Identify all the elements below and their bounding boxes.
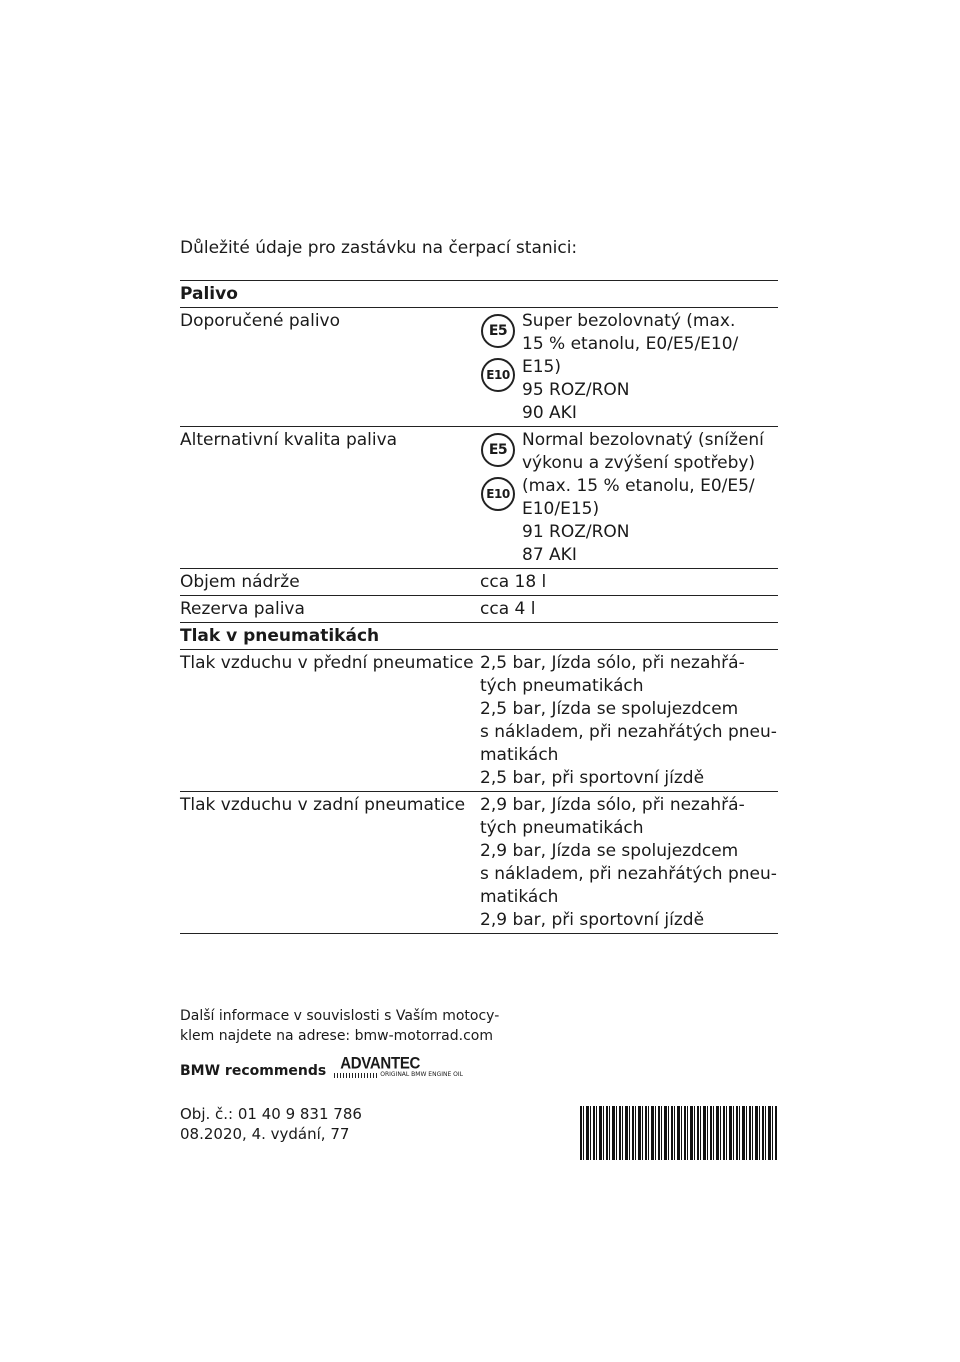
reserve-label: Rezerva paliva [180,599,305,619]
e5-badge-icon: E5 [481,314,515,348]
value-line: Super bezolovnatý (max. [522,311,736,331]
more-info-text [180,1006,499,1046]
value-line: 2,9 bar, Jízda se spolujezdcem [480,841,739,861]
info-line: Další informace v souvislosti s Vaším motocy- [180,1008,500,1024]
recommended-fuel-label: Doporučené palivo [180,311,341,331]
advantec-logo [334,1056,463,1079]
alternative-fuel-label: Alternativní kvalita paliva [180,430,398,450]
value-line: s nákladem, při nezahřátých pneu- [480,722,777,742]
logo-stripes [334,1073,378,1078]
section-title-tyres: Tlak v pneumatikách [180,626,380,646]
rear-tyre-value [480,792,778,934]
fuel-badges [480,427,522,569]
value-line: 2,5 bar, Jízda se spolujezdcem [480,699,739,719]
value-line: výkonu a zvýšení spotřeby) [522,453,756,473]
alternative-fuel-value [522,427,778,569]
front-tyre-value [480,650,778,792]
value-line: 2,5 bar, při sportovní jízdě [480,768,705,788]
value-line: tých pneumatikách [480,818,644,838]
table-row-front-tyre [180,650,778,792]
order-info [180,1104,362,1144]
value-line: (max. 15 % etanolu, E0/E5/ [522,476,755,496]
table-row-alternative-fuel [180,427,778,569]
fuel-tyre-table [180,280,778,934]
section-title-fuel: Palivo [180,284,238,304]
edition-info: 08.2020, 4. vydání, 77 [180,1125,350,1143]
e10-badge-icon: E10 [481,358,515,392]
value-line: matikách [480,745,559,765]
rear-tyre-label: Tlak vzduchu v zadní pneumatice [180,795,466,815]
table-row-rear-tyre [180,792,778,934]
value-line: 2,5 bar, Jízda sólo, při nezahřá- [480,653,745,673]
advantec-sub-text: ORIGINAL BMW ENGINE OIL [380,1071,464,1078]
value-line: 2,9 bar, při sportovní jízdě [480,910,705,930]
value-line: 91 ROZ/RON [522,522,630,542]
e10-badge-icon: E10 [481,477,515,511]
fuel-badges [480,308,522,427]
bmw-recommends [180,1056,463,1079]
value-line: 15 % etanolu, E0/E5/E10/ [522,334,739,354]
recommended-fuel-value [522,308,778,427]
info-line: klem najdete na adrese: bmw-motorrad.com [180,1028,493,1044]
table-row-tank [180,569,778,596]
value-line: 95 ROZ/RON [522,380,630,400]
advantec-logo-text: ADVANTEC [340,1054,421,1073]
value-line: matikách [480,887,559,907]
value-line: E10/E15) [522,499,600,519]
value-line: E15) [522,357,562,377]
value-line: 2,9 bar, Jízda sólo, při nezahřá- [480,795,745,815]
value-line: 87 AKI [522,545,577,565]
section-row-tyres [180,623,778,650]
recommends-label: BMW recommends [180,1063,327,1079]
intro-text: Důležité údaje pro zastávku na čerpací stanici: [180,238,578,258]
value-line: s nákladem, při nezahřátých pneu- [480,864,777,884]
section-row-fuel [180,281,778,308]
value-line: 90 AKI [522,403,577,423]
table-row-recommended-fuel [180,308,778,427]
order-number: Obj. č.: 01 40 9 831 786 [180,1105,362,1123]
front-tyre-label: Tlak vzduchu v přední pneumatice [180,653,474,673]
tank-value: cca 18 l [480,572,547,592]
reserve-value: cca 4 l [480,599,536,619]
value-line: tých pneumatikách [480,676,644,696]
table-row-reserve [180,596,778,623]
tank-label: Objem nádrže [180,572,300,592]
value-line: Normal bezolovnatý (snížení [522,430,764,450]
e5-badge-icon: E5 [481,433,515,467]
barcode [580,1106,778,1160]
